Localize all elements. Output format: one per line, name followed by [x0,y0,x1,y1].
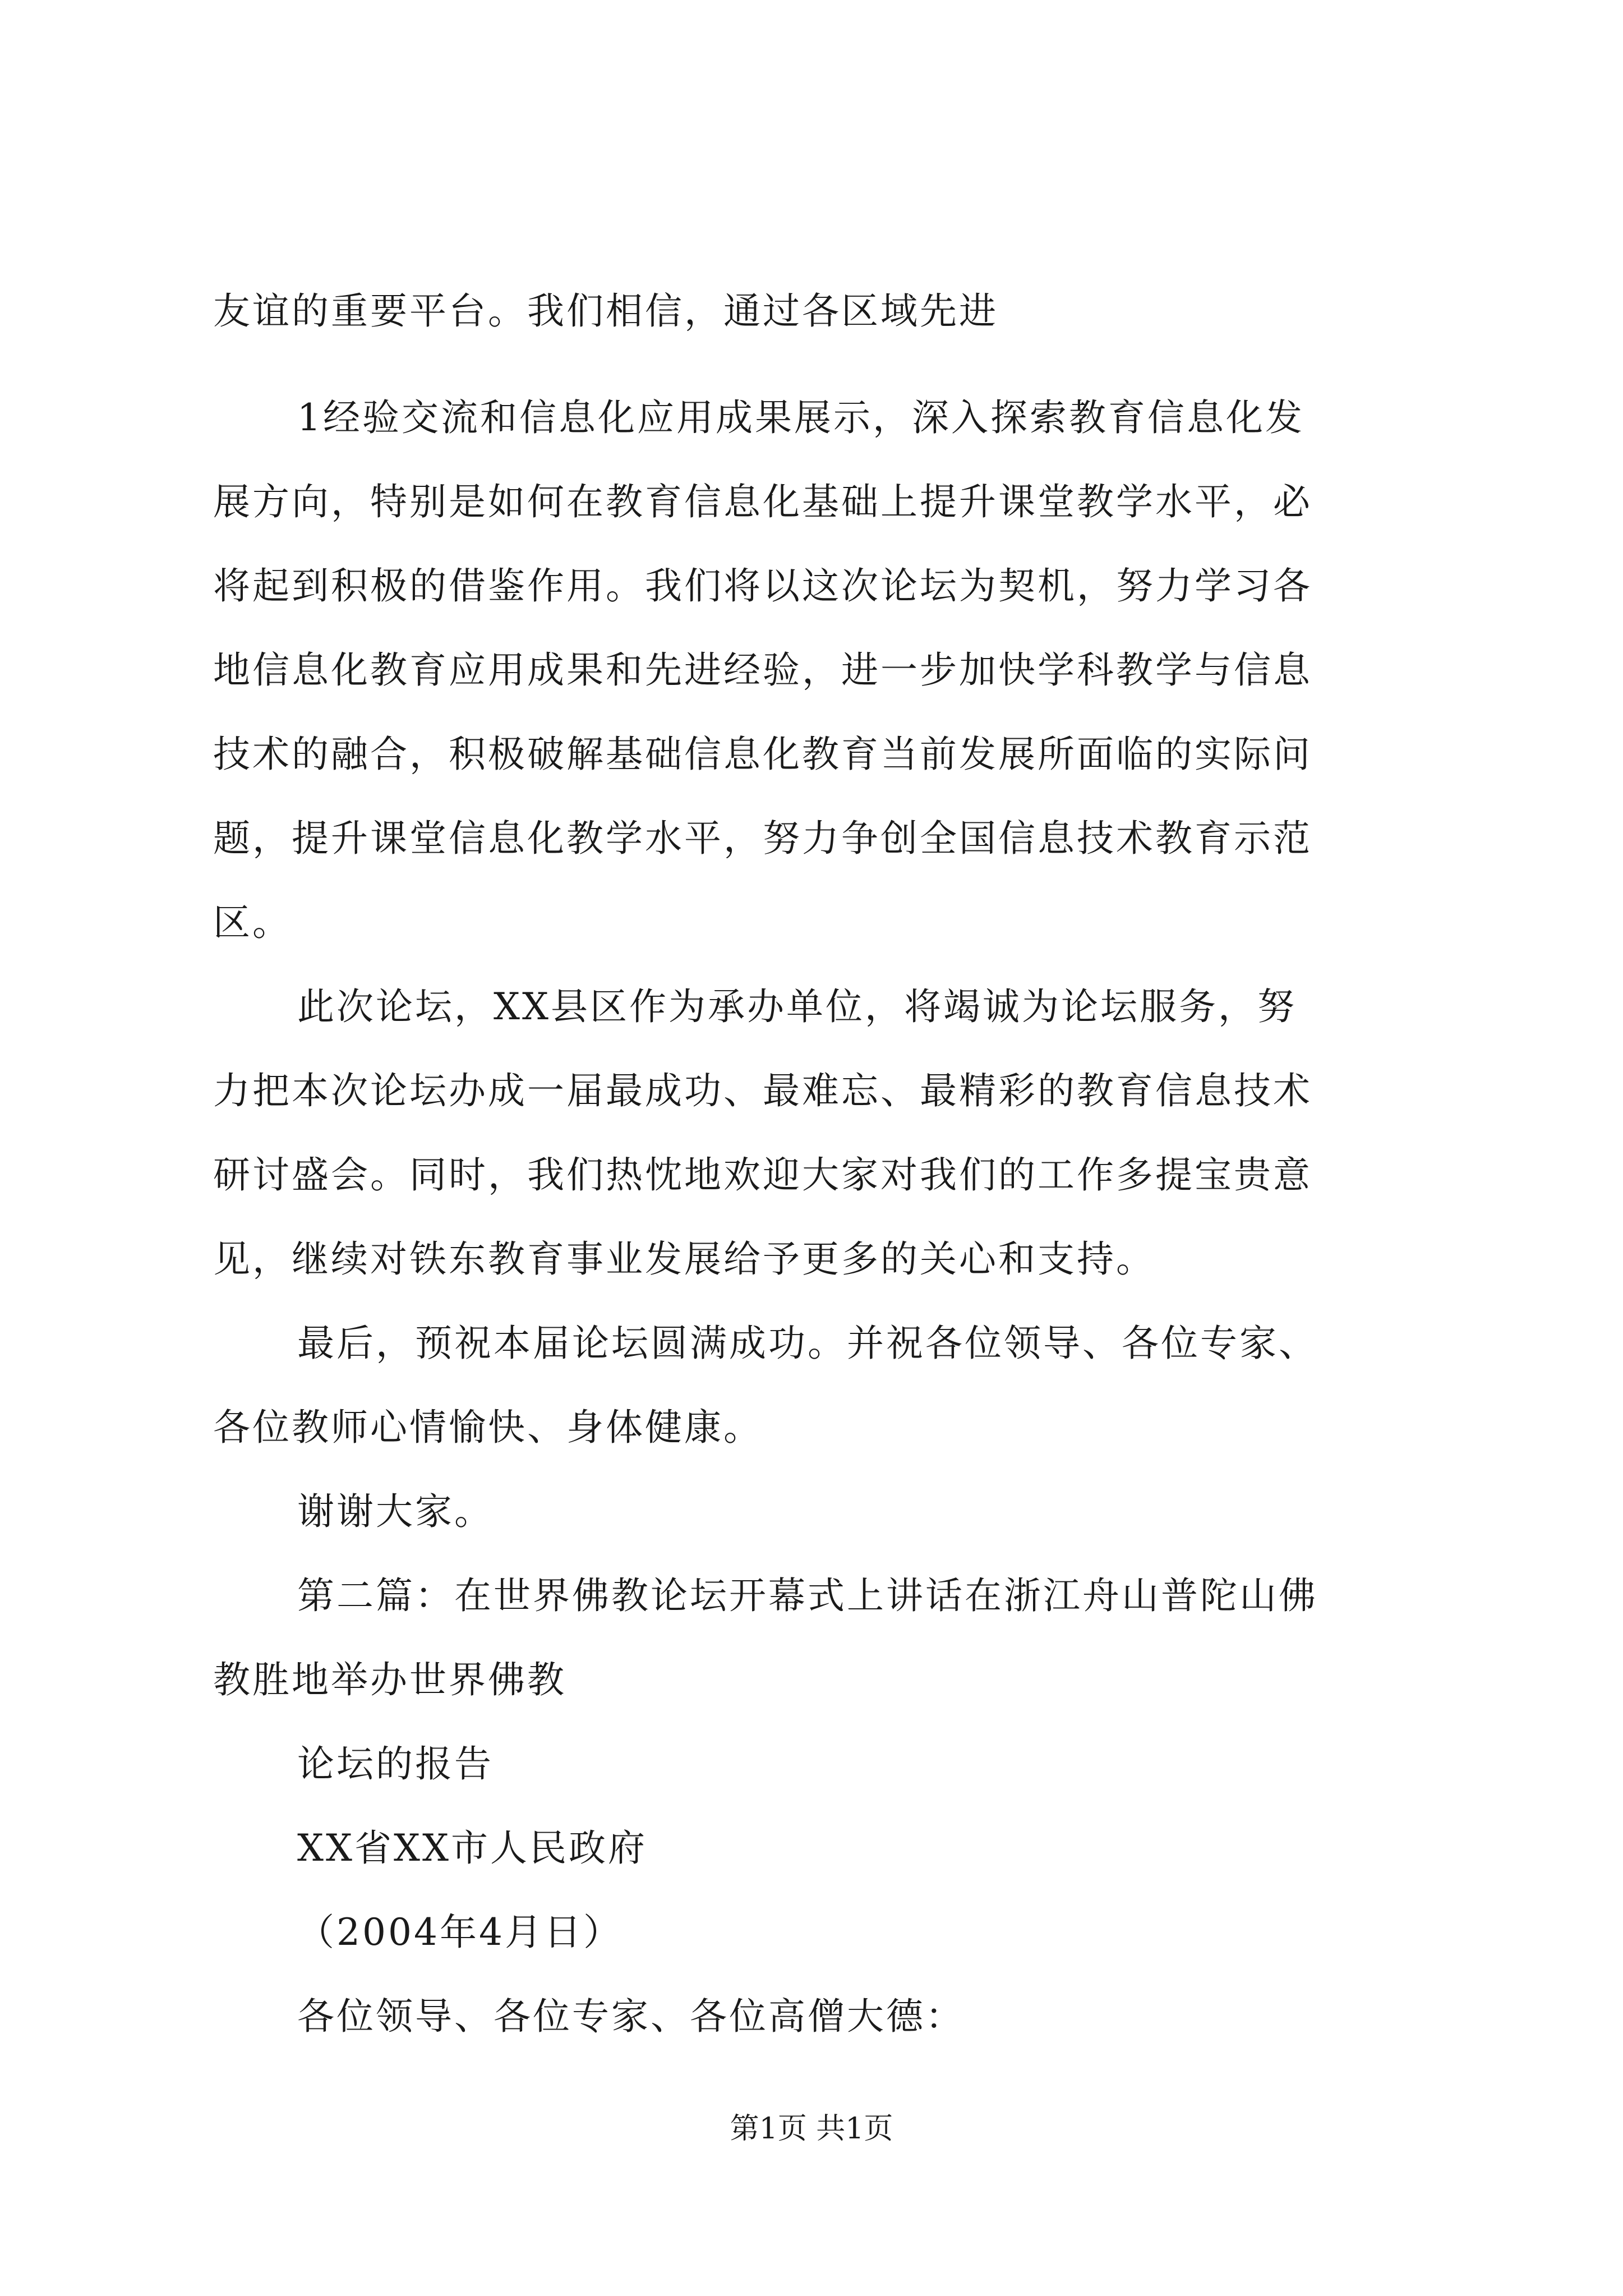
text-line: 将起到积极的借鉴作用。我们将以这次论坛为契机，努力学习各 [213,564,1312,608]
text-line: 论坛的报告 [297,1742,494,1786]
text-line: 技术的融合，积极破解基础信息化教育当前发展所面临的实际问 [213,733,1312,776]
text-line: 1经验交流和信息化应用成果展示，深入探索教育信息化发 [297,396,1304,439]
text-line: 区。 [213,901,292,944]
text-line: （2004年4月日） [297,1911,623,1954]
text-line: 第二篇：在世界佛教论坛开幕式上讲话在浙江舟山普陀山佛 [297,1574,1318,1617]
text-line: 见，继续对铁东教育事业发展给予更多的关心和支持。 [213,1237,1155,1281]
text-line: 力把本次论坛办成一届最成功、最难忘、最精彩的教育信息技术 [213,1069,1312,1112]
page-footer: 第1页 共1页 [730,2112,893,2146]
text-line: 展方向，特别是如何在教育信息化基础上提升课堂教学水平，必 [213,480,1312,523]
text-line: 各位教师心情愉快、身体健康。 [213,1406,763,1449]
text-line: 题，提升课堂信息化教学水平，努力争创全国信息技术教育示范 [213,817,1312,860]
text-line: 教胜地举办世界佛教 [213,1658,566,1701]
text-line: 各位领导、各位专家、各位高僧大德： [297,1995,965,2038]
text-line: 谢谢大家。 [297,1490,494,1533]
text-line: 地信息化教育应用成果和先进经验，进一步加快学科教学与信息 [213,648,1312,692]
text-line: 最后，预祝本届论坛圆满成功。并祝各位领导、各位专家、 [297,1322,1318,1365]
text-line: XX省XX市人民政府 [297,1826,647,1870]
text-line: 友谊的重要平台。我们相信，通过各区域先进 [213,289,998,333]
text-line: 研讨盛会。同时，我们热忱地欢迎大家对我们的工作多提宝贵意 [213,1153,1312,1197]
text-line: 此次论坛，XX县区作为承办单位，将竭诚为论坛服务，努 [297,985,1297,1028]
